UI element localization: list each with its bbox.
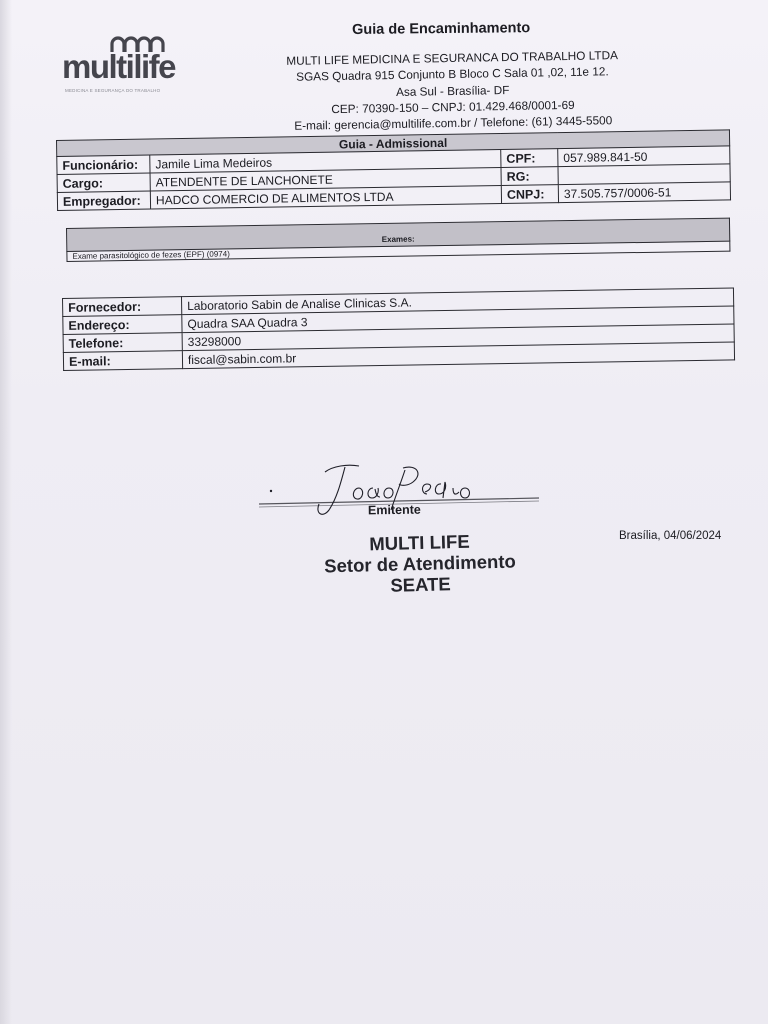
funcionario-value: Jamile Lima Medeiros bbox=[150, 150, 501, 174]
company-contact: E-mail: gerencia@multilife.com.br / Telefone: (61) 3445-5500 bbox=[294, 113, 613, 133]
company-stamp bbox=[299, 529, 541, 598]
stamp-line-code: SEATE bbox=[390, 573, 451, 596]
document-title: Guia de Encaminhamento bbox=[352, 20, 531, 38]
cpf-value: 057.989.841-50 bbox=[558, 146, 730, 167]
guia-table bbox=[56, 129, 731, 211]
company-logo bbox=[62, 34, 187, 98]
handwritten-signature bbox=[255, 458, 545, 528]
empregador-value: HADCO COMERCIO DE ALIMENTOS LTDA bbox=[150, 186, 501, 210]
logo-wordmark: multilife bbox=[62, 48, 176, 85]
fornecedor-value: Laboratorio Sabin de Analise Clinicas S.A. bbox=[181, 288, 733, 315]
issue-date: Brasília, 04/06/2024 bbox=[619, 530, 722, 542]
company-cep-cnpj: CEP: 70390-150 – CNPJ: 01.429.468/0001-69 bbox=[331, 97, 575, 117]
exame-item: Exame parasitológico de fezes (EPF) (0974) bbox=[67, 241, 730, 261]
rg-label: RG: bbox=[501, 167, 558, 186]
guia-header: Guia - Admissional bbox=[57, 130, 730, 157]
company-address-line1: SGAS Quadra 915 Conjunto B Bloco C Sala 01 ,02, 11e 12. bbox=[296, 64, 609, 85]
funcionario-label: Funcionário: bbox=[57, 155, 150, 174]
stamp-line-sector: Setor de Atendimento bbox=[323, 550, 517, 577]
cargo-value: ATENDENTE DE LANCHONETE bbox=[150, 168, 501, 192]
telefone-label: Telefone: bbox=[63, 333, 182, 353]
cpf-label: CPF: bbox=[501, 149, 558, 168]
emitente-label: Emitente bbox=[367, 502, 421, 518]
empregador-label: Empregador: bbox=[57, 191, 150, 210]
company-name: MULTI LIFE MEDICINA E SEGURANCA DO TRABALHO LTDA bbox=[286, 48, 619, 68]
telefone-value: 33298000 bbox=[182, 324, 734, 351]
company-address-line2: Asa Sul - Brasília- DF bbox=[395, 82, 510, 99]
page-edge-shadow bbox=[0, 0, 12, 1024]
fornecedor-table bbox=[62, 287, 735, 371]
logo-tagline: MEDICINA E SEGURANÇA DO TRABALHO bbox=[65, 88, 161, 93]
fornecedor-label: Fornecedor: bbox=[63, 297, 182, 317]
stamp-line-company: MULTI LIFE bbox=[369, 530, 470, 555]
cnpj-value: 37.505.757/0006-51 bbox=[558, 182, 730, 203]
email-value: fiscal@sabin.com.br bbox=[182, 342, 734, 369]
cnpj-label: CNPJ: bbox=[501, 185, 558, 204]
endereco-value: Quadra SAA Quadra 3 bbox=[182, 306, 734, 333]
endereco-label: Endereço: bbox=[63, 315, 182, 335]
cargo-label: Cargo: bbox=[57, 173, 150, 192]
exames-header: Exames: bbox=[67, 218, 730, 251]
email-label: E-mail: bbox=[63, 351, 182, 371]
company-info bbox=[262, 47, 643, 135]
